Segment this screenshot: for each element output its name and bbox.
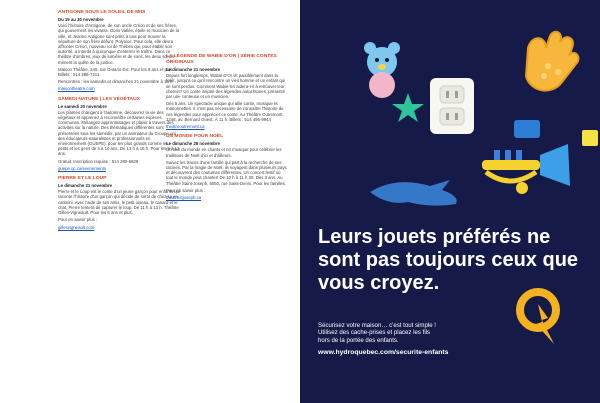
event-link[interactable]: guepe.qc.ca/evenements	[58, 165, 107, 171]
event-paragraph: Maison Théâtre, 245, rue Ontario Est. Pour les 8 ans et plus. Billets : 514 288-7211	[58, 66, 174, 78]
event-date: Le dimanche 21 novembre	[166, 67, 220, 72]
toys-illustration	[300, 0, 600, 220]
event-antigone	[58, 10, 180, 92]
event-paragraph: Les plantes changent à l'automne, découvrez la vie des végétaux et apprenez à reconnaître certaines espèces communes. Mélangez apprentissages et plaisir à travers des activités sur la nature. Des thématiques différentes sont présentées tous les samedis, par un animateur du Groupe uni des éducateurs-naturalistes et professionnels en environnement (GUEPE), pour les plus grands comme les petits et les gens de 4 à 10 ans. De 13 h à 16 h. Pour les 6 à 12 ans.	[58, 109, 180, 157]
star-toy-icon	[392, 93, 424, 122]
hand-teether-icon	[526, 32, 578, 91]
hydro-quebec-logo	[514, 282, 566, 352]
trumpet-toy-icon	[482, 144, 570, 194]
event-title: PIERRE ET LE LOUP	[58, 176, 107, 182]
tagline-line: Sécurisez votre maison… c'est tout simple !	[318, 322, 437, 329]
event-paragraph: Suivez les traces d'une famille qui part à la recherche de ses racines. Par la magie de Noël, ils voyagent dans plusieurs pays et découvrent des coutumes différentes. Un concert festif où tout le monde peut chanter! De 10 h à 11 h 30. Dès 3 ans. Au Théâtre Saint-Joseph, 5050, rue Saint-Denis. Pour les familles.	[166, 159, 287, 186]
event-paragraph: Un tour du monde en chants et en musique pour célébrer les traditions de Noël d'ici et d'ailleurs.	[166, 147, 282, 158]
event-paragraph: Pour en savoir plus :	[166, 187, 206, 193]
event-wabie-dor	[166, 54, 288, 129]
event-title: SAMEDI NATURE | LES VÉGÉTAUX	[58, 96, 140, 102]
events-column-2	[166, 54, 288, 205]
ad-tagline	[318, 322, 528, 344]
event-paragraph: Pour en savoir plus :	[58, 217, 98, 223]
event-title: LA LÉGENDE DE WABIE D'OR | SÉRIE CONTES ORIGINAUX	[166, 54, 277, 65]
event-pierre-loup	[58, 176, 180, 230]
bear-toy-icon	[364, 42, 400, 98]
event-paragraph: Pierre et le Loup est le conte d'un jeune garçon pour enfants qui raconte l'histoire d'un garçon qui décide de sortir de chez lui en catimini. Avec l'aide de ses amis, le petit oiseau, le canard et le chat, Pierre tentera de capturer le loup. De 11 h à 13 h. Théâtre Gilles-Vigneault. Pour les 5 ans et plus.	[58, 189, 180, 216]
event-date: Le dimanche 28 novembre	[166, 141, 220, 147]
tagline-line: Utilisez des cache-prises et placez les fils	[318, 329, 431, 337]
event-link[interactable]: theatreoutremont.ca	[166, 124, 205, 130]
event-samedi-nature	[58, 97, 180, 171]
event-paragraph: Rencontres : les samedis et dimanches 21 novembre à 18 h.	[58, 79, 174, 85]
right-page-ad	[300, 0, 600, 403]
block-toy-icon	[582, 130, 598, 146]
event-link[interactable]: gillesvigneault.com	[58, 224, 95, 230]
event-paragraph: Depuis fort longtemps, Wabie D'Or vit paisiblement dans la forêt, jusqu'à ce qu'il rencontre un vieil homme et un enfant qui se sont perdus. Comment Wabie les aidera-t-il à retrouver leur chemin? Un conte inspiré des légendes autochtones, présenté par une conteuse et un musicien.	[166, 73, 286, 100]
event-date: Du 19 au 30 novembre	[58, 17, 104, 22]
event-date: Le samedi 20 novembre	[58, 103, 107, 109]
event-monde-noel	[166, 134, 288, 200]
event-title: UN MONDE POUR NOËL	[166, 134, 224, 140]
events-column-1	[58, 10, 180, 235]
tagline-line: hors de la portée des enfants.	[318, 336, 399, 344]
block-toy-icon	[514, 120, 540, 138]
outlet-cover-icon	[430, 78, 474, 134]
event-paragraph: Voici l'histoire d'Antigone, de son oncle Créon et de ses frères, qui gouvernent les vivants. Doris Vallée, étoile et musicien de la ville, et Jeanne Antigone sont prêts à tout pour trouver la sépulture de son frère défunt. Polynice. Pour cela, elle devra affronter Créon, nouveau roi de Thèbes qui, pour établir son autorité, a interdit à quiconque d'enterrer le traître. Dans ce théâtre d'ombres, jeux de lumière et de sons, les deux sœurs mènent la quête de la justice.	[58, 23, 180, 65]
event-paragraph: Dès 5 ans. Un spectacle unique qui allie conte, musique et marionnettes. Il n'est pas nécessaire de connaître l'histoire de ces légendes pour apprécier ce conte. Au Théâtre Outremont, 1248, av. Bernard Ouest. À 11 h. Billets : 514 495-9944	[166, 101, 284, 122]
ad-headline: Leurs jouets préférés ne sont pas toujours ceux que vous croyez.	[318, 226, 579, 294]
event-date: Le dimanche 21 novembre	[58, 183, 112, 189]
event-paragraph: Gratuit. Inscription requise : 514 280-6829	[58, 158, 139, 164]
ad-url[interactable]: www.hydroquebec.com/securite-enfants	[318, 349, 449, 356]
dolphin-toy-icon	[370, 180, 457, 206]
event-link[interactable]: maisontheatre.com	[58, 86, 95, 92]
event-link[interactable]: theatrestjoseph.ca	[166, 195, 202, 201]
event-title: ANTIGONE SOUS LE SOLEIL DE MIDI	[58, 10, 146, 15]
